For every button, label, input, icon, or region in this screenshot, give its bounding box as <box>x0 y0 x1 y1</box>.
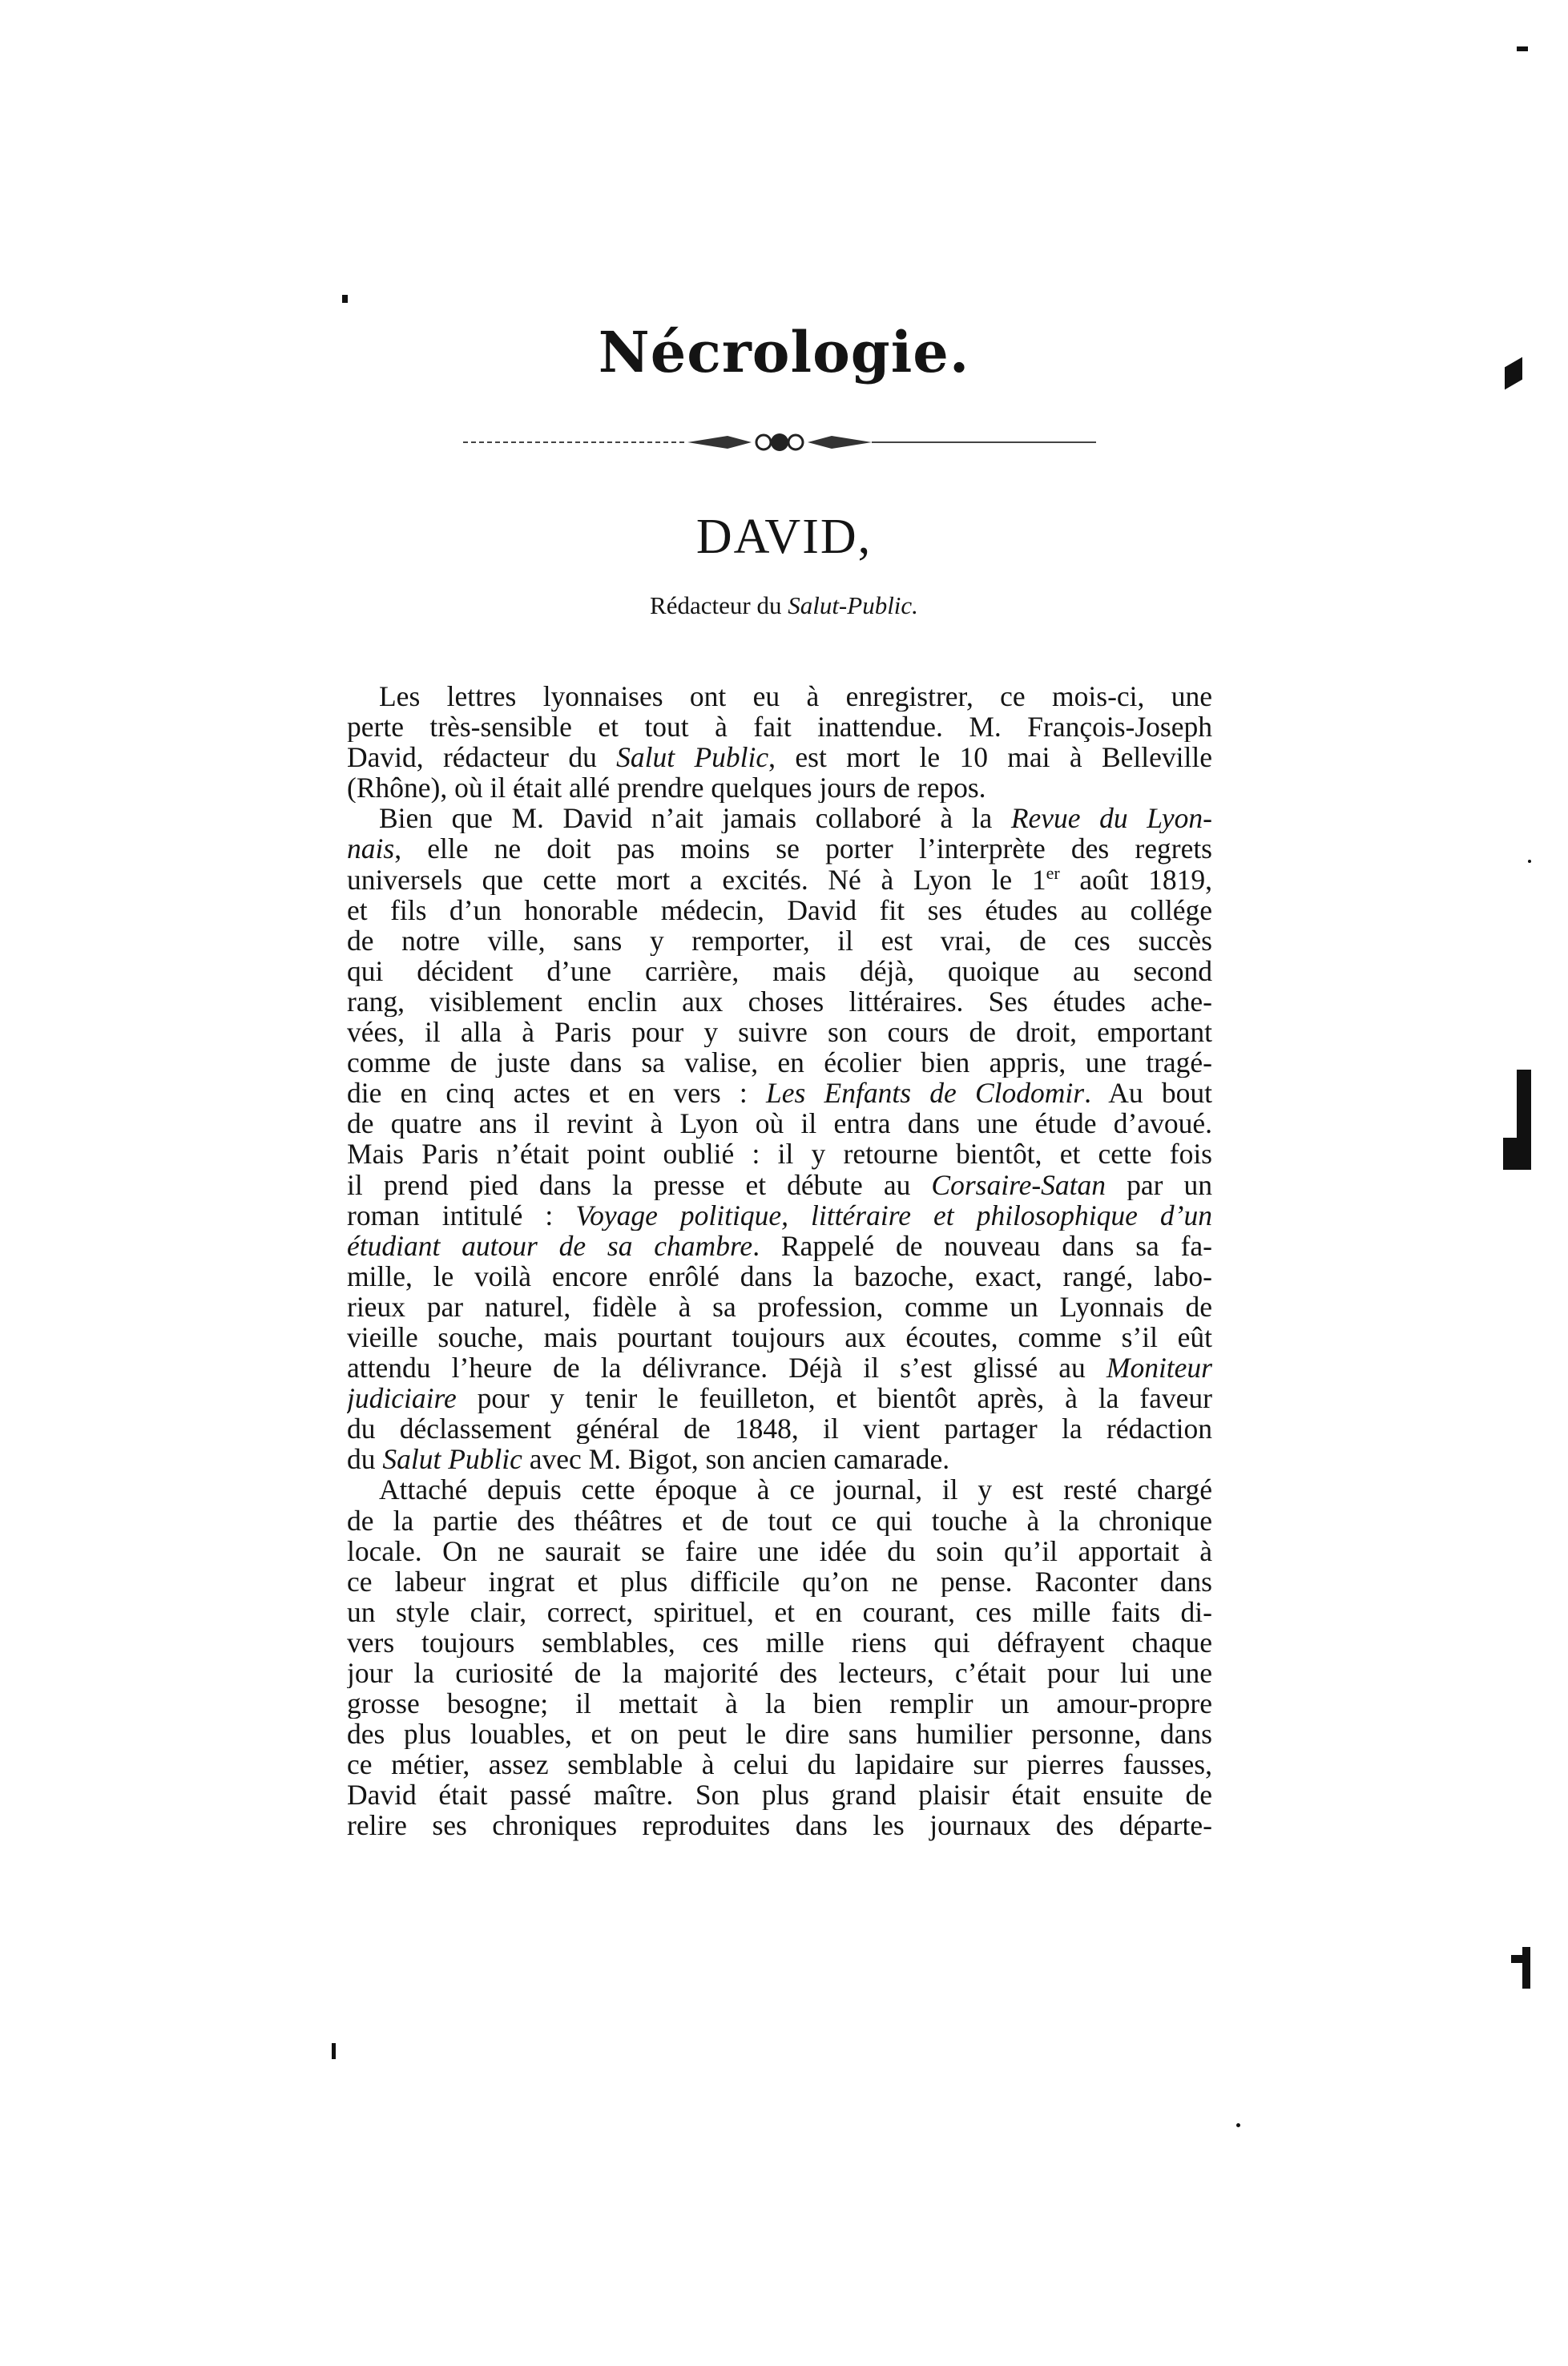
italic-text: Les Enfants de Clodomir <box>765 1078 1085 1109</box>
text-line <box>347 986 1212 1017</box>
text-segment: du <box>347 1444 383 1475</box>
italic-text: Corsaire-Satan <box>931 1169 1106 1200</box>
page-title: Nécrologie. <box>598 319 970 385</box>
text-line <box>347 1749 1212 1780</box>
text-line <box>347 1536 1212 1566</box>
text-line <box>347 1719 1212 1749</box>
italic-text: Voyage politique, littéraire et philosophique d’un <box>575 1199 1212 1231</box>
obituary-heading: DAVID, <box>695 510 873 564</box>
text-line <box>347 1292 1212 1322</box>
text-segment: relire ses chroniques reproduites dans les journaux des départe- <box>347 1810 1212 1841</box>
text-segment: Attaché depuis cette époque à ce journal, il y est resté chargé <box>379 1474 1212 1505</box>
scan-mark <box>332 2043 336 2059</box>
text-segment: grosse besogne; il mettait à la bien remplir un amour-propre <box>347 1688 1212 1719</box>
text-line <box>347 1505 1212 1536</box>
text-segment: ce métier, assez semblable à celui du lapidaire sur pierres fausses, <box>347 1749 1212 1780</box>
scan-mark <box>342 295 348 303</box>
text-segment: par un <box>1106 1169 1212 1200</box>
text-segment: ce labeur ingrat et plus difficile qu’on ne pense. Raconter dans <box>347 1566 1212 1597</box>
italic-text: Salut Public <box>616 742 769 773</box>
text-line <box>347 772 1212 803</box>
text-segment: vées, il alla à Paris pour y suivre son cours de droit, emportant <box>347 1017 1212 1048</box>
text-line <box>347 1322 1212 1352</box>
text-line <box>347 833 1212 864</box>
text-segment: de la partie des théâtres et de tout ce qui touche à la chronique <box>347 1505 1212 1536</box>
text-line <box>347 711 1212 742</box>
text-line <box>347 1047 1212 1078</box>
text-segment: pour y tenir le feuilleton, et bientôt après, à la faveur <box>456 1383 1212 1414</box>
text-line <box>347 1261 1212 1292</box>
italic-text: étudiant autour de sa chambre <box>347 1230 753 1261</box>
text-segment: vieille souche, mais pourtant toujours aux écoutes, comme s’il eût <box>347 1321 1212 1353</box>
subheading-paper: Salut-Public. <box>788 591 918 619</box>
text-segment: David était passé maître. Son plus grand plaisir était ensuite de <box>347 1780 1212 1811</box>
text-segment: août 1819, <box>1059 864 1212 895</box>
text-segment: avec M. Bigot, son ancien camarade. <box>522 1444 950 1475</box>
subheading-prefix: Rédacteur du <box>650 591 788 619</box>
text-line <box>347 1078 1212 1108</box>
text-segment: du déclassement général de 1848, il vient partager la rédaction <box>347 1413 1212 1445</box>
text-line <box>347 742 1212 772</box>
text-line <box>347 1810 1212 1840</box>
text-segment: mille, le voilà encore enrôlé dans la bazoche, exact, rangé, labo- <box>347 1260 1212 1292</box>
text-segment: et fils d’un honorable médecin, David fit ses études au collége <box>347 894 1212 925</box>
text-segment: roman intitulé : <box>347 1199 576 1231</box>
text-line <box>347 1231 1212 1261</box>
text-segment: Bien que M. David n’ait jamais collaboré à la <box>379 803 1011 834</box>
decorative-rule <box>463 425 1096 460</box>
text-segment: , elle ne doit pas moins se porter l’interprète des regrets <box>394 833 1212 865</box>
text-segment: Mais Paris n’était point oublié : il y retourne bientôt, et cette fois <box>347 1139 1212 1170</box>
text-line <box>347 865 1212 895</box>
text-line <box>347 1108 1212 1139</box>
text-segment: rang, visiblement enclin aux choses littéraires. Ses études ache- <box>347 985 1212 1018</box>
obituary-subheading <box>0 591 1568 620</box>
scan-mark <box>1522 1947 1530 1989</box>
scan-mark <box>1503 1138 1519 1170</box>
text-segment: de notre ville, sans y remporter, il est vrai, de ces succès <box>347 925 1212 956</box>
text-segment: vers toujours semblables, ces mille riens qui défrayent chaque <box>347 1626 1212 1658</box>
text-line <box>347 1444 1212 1474</box>
text-line <box>347 1413 1212 1444</box>
text-line <box>347 1170 1212 1200</box>
text-segment: jour la curiosité de la majorité des lecteurs, c’était pour lui une <box>347 1658 1212 1689</box>
italic-text: Salut Public <box>382 1444 522 1475</box>
text-segment: des plus louables, et on peut le dire sans humilier personne, dans <box>347 1719 1212 1750</box>
text-line <box>347 1017 1212 1047</box>
obituary-text <box>347 681 1212 1841</box>
text-segment: de quatre ans il revint à Lyon où il entra dans une étude d’avoué. <box>347 1108 1212 1139</box>
text-segment: locale. On ne saurait se faire une idée du soin qu’il apportait à <box>347 1535 1212 1566</box>
text-segment: die en cinq actes et en vers : <box>347 1078 766 1109</box>
scan-mark <box>1517 46 1528 51</box>
text-line <box>347 1688 1212 1719</box>
text-segment: . Rappelé de nouveau dans sa fa- <box>752 1230 1212 1261</box>
text-segment: (Rhône), où il était allé prendre quelques jours de repos. <box>347 772 986 804</box>
italic-text: judiciaire <box>347 1383 457 1414</box>
italic-text: Revue du Lyon- <box>1010 803 1212 834</box>
text-line <box>347 681 1212 711</box>
superscript-text: er <box>1046 864 1060 883</box>
text-line <box>347 1658 1212 1688</box>
text-line <box>347 1780 1212 1810</box>
text-segment: , est mort le 10 mai à Belleville <box>768 742 1212 773</box>
text-segment: attendu l’heure de la délivrance. Déjà il s’est glissé au <box>347 1352 1106 1384</box>
scan-mark <box>1528 860 1531 863</box>
text-segment: perte très-sensible et tout à fait inattendue. M. François-Joseph <box>347 711 1212 743</box>
text-line <box>347 1474 1212 1505</box>
italic-text: nais <box>347 833 395 865</box>
text-line <box>347 1383 1212 1413</box>
text-segment: David, rédacteur du <box>347 742 617 773</box>
text-segment: qui décident d’une carrière, mais déjà, quoique au second <box>347 955 1212 986</box>
text-line <box>347 803 1212 833</box>
text-line <box>347 1627 1212 1658</box>
text-segment: il prend pied dans la presse et débute au <box>347 1169 932 1200</box>
italic-text: Moniteur <box>1106 1352 1212 1384</box>
text-line <box>347 1200 1212 1231</box>
scan-mark <box>1236 2123 1240 2127</box>
text-line <box>347 1139 1212 1169</box>
text-line <box>347 1597 1212 1627</box>
text-segment: comme de juste dans sa valise, en écolier bien appris, une tragé- <box>347 1047 1212 1078</box>
text-line <box>347 925 1212 956</box>
text-line <box>347 1566 1212 1597</box>
text-line <box>347 956 1212 986</box>
text-line <box>347 1352 1212 1383</box>
text-segment: . Au bout <box>1084 1078 1212 1109</box>
text-line <box>347 895 1212 925</box>
text-segment: Les lettres lyonnaises ont eu à enregistrer, ce mois-ci, une <box>379 681 1212 712</box>
scan-mark <box>1511 1955 1524 1963</box>
text-segment: rieux par naturel, fidèle à sa profession, comme un Lyonnais de <box>347 1291 1212 1322</box>
text-segment: universels que cette mort a excités. Né à Lyon le 1 <box>347 864 1046 895</box>
text-segment: un style clair, correct, spirituel, et en courant, ces mille faits di- <box>347 1596 1212 1627</box>
